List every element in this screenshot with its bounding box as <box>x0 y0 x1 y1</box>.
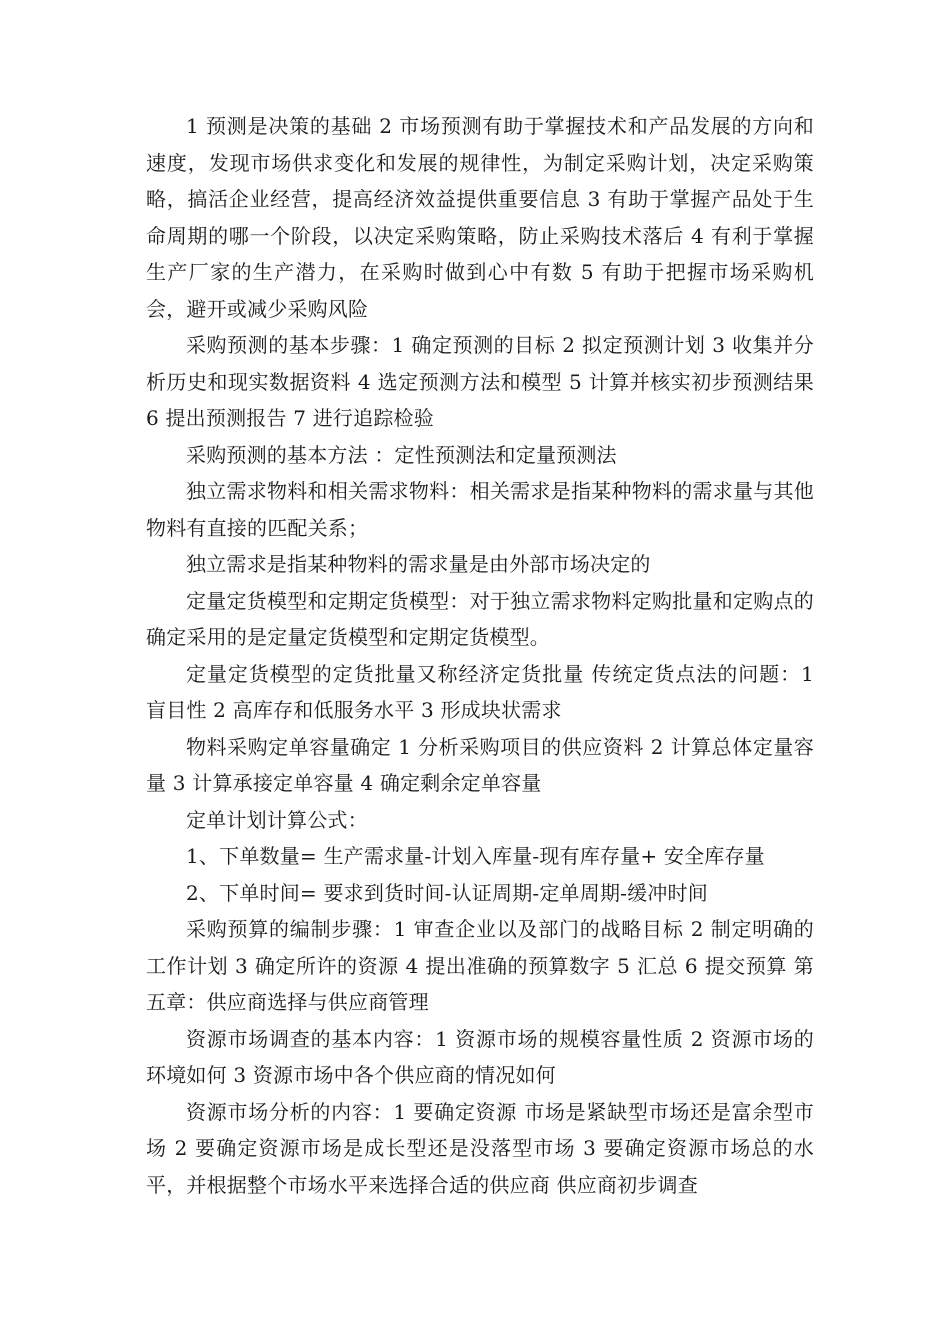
paragraph: 1、下单数量= 生产需求量-计划入库量-现有库存量+ 安全库存量 <box>186 844 765 868</box>
document-body <box>146 108 814 1203</box>
paragraph: 采购预测的基本方法 ：定性预测法和定量预测法 <box>186 442 617 467</box>
paragraph: 独立需求物料和相关需求物料：相关需求是指某种物料的需求量与其他物料有直接的匹配关系； <box>146 479 814 540</box>
paragraph: 定量定货模型和定期定货模型：对于独立需求物料定购批量和定购点的确定采用的是定量定货模型和定期定货模型。 <box>146 588 814 649</box>
paragraph: 采购预算的编制步骤：1 审查企业以及部门的战略目标 2 制定明确的工作计划 3 确定所许的资源 4 提出准确的预算数字 5 汇总 6 提交预算 第五章：供应商选择与供应商管理 <box>146 917 814 1014</box>
paragraph: 1 预测是决策的基础 2 市场预测有助于掌握技术和产品发展的方向和速度，发现市场供求变化和发展的规律性，为制定采购计划，决定采购策略，搞活企业经营，提高经济效益提供重要信息 3 有助于掌握产品处于生命周期的哪一个阶段，以决定采购策略，防止采购技术落后 4 有利于掌握生产厂家的生产潜力，在采购时做到心中有数 5 有助于把握市场采购机会，避开或减少采购风险 <box>146 114 814 321</box>
paragraph: 资源市场调查的基本内容：1 资源市场的规模容量性质 2 资源市场的环境如何 3 资源市场中各个供应商的情况如何 <box>146 1026 814 1087</box>
paragraph: 资源市场分析的内容：1 要确定资源 市场是紧缺型市场还是富余型市场 2 要确定资源市场是成长型还是没落型市场 3 要确定资源市场总的水平，并根据整个市场水平来选择合适的供应商 供应商初步调查 <box>146 1099 814 1197</box>
paragraph: 独立需求是指某种物料的需求量是由外部市场决定的 <box>186 552 651 576</box>
paragraph: 定量定货模型的定货批量又称经济定货批量 传统定货点法的问题：1 盲目性 2 高库存和低服务水平 3 形成块状需求 <box>146 661 814 722</box>
paragraph: 物料采购定单容量确定 1 分析采购项目的供应资料 2 计算总体定量容量 3 计算承接定单容量 4 确定剩余定单容量 <box>146 734 814 795</box>
paragraph: 定单计划计算公式： <box>186 807 368 832</box>
paragraph: 采购预测的基本步骤：1 确定预测的目标 2 拟定预测计划 3 收集并分析历史和现实数据资料 4 选定预测方法和模型 5 计算并核实初步预测结果 6 提出预测报告 7 进行追踪检验 <box>146 333 814 430</box>
paragraph: 2、下单时间= 要求到货时间-认证周期-定单周期-缓冲时间 <box>186 880 708 905</box>
